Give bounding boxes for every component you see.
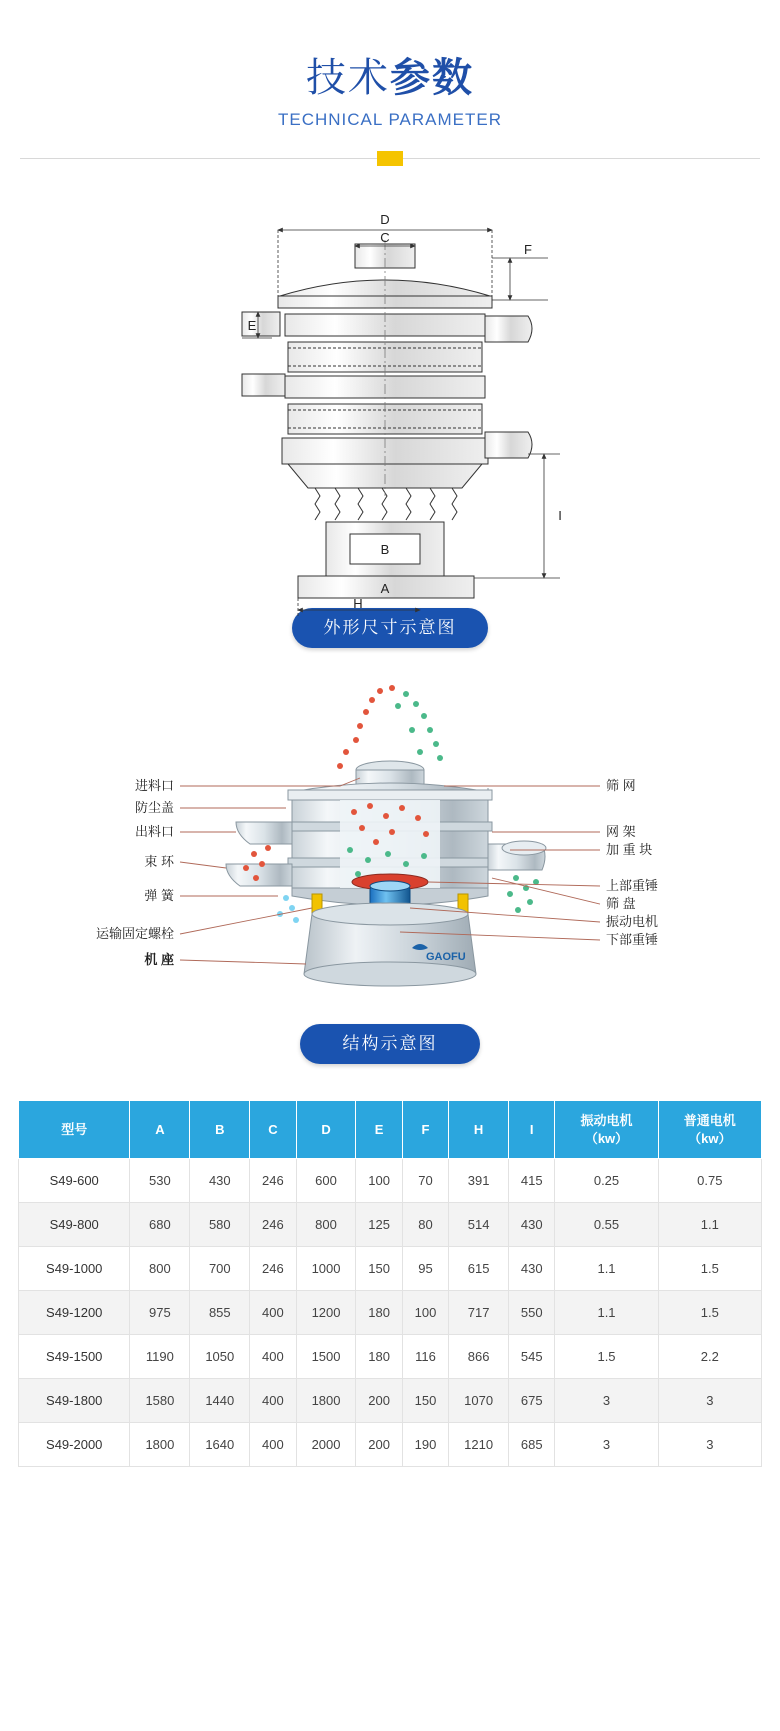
- cell-standard-motor: 3: [658, 1379, 761, 1423]
- cell-d: 1800: [296, 1379, 356, 1423]
- col-header-a: A: [130, 1101, 190, 1159]
- cell-standard-motor: 0.75: [658, 1159, 761, 1203]
- dimension-drawing-svg: [130, 196, 650, 611]
- col-header-b: B: [190, 1101, 250, 1159]
- cell-model: S49-2000: [19, 1423, 130, 1467]
- discharge-particles-right: [507, 875, 539, 913]
- table-row: [19, 1379, 762, 1423]
- page-title-part1: 技术: [306, 56, 390, 100]
- header-divider: [0, 148, 780, 170]
- table-row: [19, 1335, 762, 1379]
- cell-h: 866: [449, 1335, 509, 1379]
- cell-b: 700: [190, 1247, 250, 1291]
- dimension-label-H: H: [353, 596, 363, 611]
- cell-model: S49-800: [19, 1203, 130, 1247]
- cell-model: S49-1800: [19, 1379, 130, 1423]
- structure-label-left-4: 弹 簧: [144, 888, 174, 903]
- col-header-vibration-motor: [555, 1101, 658, 1159]
- cell-h: 514: [449, 1203, 509, 1247]
- dimension-label-B: B: [380, 542, 390, 557]
- cell-standard-motor: 2.2: [658, 1335, 761, 1379]
- cell-f: 80: [402, 1203, 448, 1247]
- cell-vibration-motor: 0.25: [555, 1159, 658, 1203]
- cell-vibration-motor: 1.5: [555, 1335, 658, 1379]
- cell-e: 200: [356, 1379, 402, 1423]
- col-header-c: C: [250, 1101, 296, 1159]
- col-header-model: 型号: [19, 1101, 130, 1159]
- spring-particles: [277, 895, 299, 923]
- cell-d: 1200: [296, 1291, 356, 1335]
- dimension-label-C: C: [380, 230, 390, 245]
- logo-text: GAOFU: [426, 951, 466, 963]
- cell-f: 150: [402, 1379, 448, 1423]
- structure-label-left-1: 防尘盖: [134, 800, 174, 815]
- cell-i: 550: [509, 1291, 555, 1335]
- cell-vibration-motor: 0.55: [555, 1203, 658, 1247]
- cell-a: 1580: [130, 1379, 190, 1423]
- structure-label-left-0: 进料口: [134, 778, 174, 793]
- col-header-d: D: [296, 1101, 356, 1159]
- cell-c: 400: [250, 1335, 296, 1379]
- cell-b: 1640: [190, 1423, 250, 1467]
- cell-vibration-motor: 3: [555, 1423, 658, 1467]
- cell-b: 855: [190, 1291, 250, 1335]
- col-header-standard-motor: [658, 1101, 761, 1159]
- structure-label-right-3: 上部重锤: [606, 878, 659, 893]
- spec-table-head: [19, 1101, 762, 1159]
- col-header-i: I: [509, 1101, 555, 1159]
- table-row: [19, 1291, 762, 1335]
- col-header-e: E: [356, 1101, 402, 1159]
- cell-model: S49-1500: [19, 1335, 130, 1379]
- cell-e: 125: [356, 1203, 402, 1247]
- cell-h: 1210: [449, 1423, 509, 1467]
- cell-a: 975: [130, 1291, 190, 1335]
- page-subtitle: TECHNICAL PARAMETER: [278, 110, 502, 129]
- cell-a: 800: [130, 1247, 190, 1291]
- cell-standard-motor: 3: [658, 1423, 761, 1467]
- cell-h: 717: [449, 1291, 509, 1335]
- cell-a: 1190: [130, 1335, 190, 1379]
- cell-d: 2000: [296, 1423, 356, 1467]
- cell-b: 1050: [190, 1335, 250, 1379]
- cell-e: 180: [356, 1335, 402, 1379]
- cell-e: 100: [356, 1159, 402, 1203]
- cell-c: 400: [250, 1291, 296, 1335]
- cell-h: 615: [449, 1247, 509, 1291]
- cell-b: 580: [190, 1203, 250, 1247]
- cell-model: S49-1000: [19, 1247, 130, 1291]
- cell-e: 200: [356, 1423, 402, 1467]
- cell-d: 1000: [296, 1247, 356, 1291]
- cell-standard-motor: 1.5: [658, 1247, 761, 1291]
- cell-e: 180: [356, 1291, 402, 1335]
- cell-vibration-motor: 3: [555, 1379, 658, 1423]
- cell-f: 95: [402, 1247, 448, 1291]
- divider-accent-square: [377, 151, 403, 166]
- table-row: [19, 1203, 762, 1247]
- dimension-label-E: E: [247, 318, 257, 333]
- cell-c: 400: [250, 1379, 296, 1423]
- structure-label-right-1: 网 架: [606, 824, 636, 839]
- structure-label-right-6: 下部重锤: [606, 932, 659, 947]
- dimension-label-F: F: [524, 242, 532, 257]
- cell-d: 600: [296, 1159, 356, 1203]
- spec-table-body: [19, 1159, 762, 1467]
- figure2-caption: 结构示意图: [300, 1024, 480, 1064]
- cell-a: 1800: [130, 1423, 190, 1467]
- dimension-drawing: [0, 196, 780, 611]
- structure-label-left-3: 束 环: [144, 854, 174, 869]
- material-particles-top: [337, 685, 443, 769]
- cell-d: 800: [296, 1203, 356, 1247]
- cell-i: 675: [509, 1379, 555, 1423]
- structure-label-right-5: 振动电机: [606, 914, 659, 929]
- figure1-caption: 外形尺寸示意图: [292, 608, 488, 648]
- spec-table-wrapper: [18, 1100, 762, 1467]
- structure-label-left-5: 运输固定螺栓: [95, 926, 174, 941]
- cell-i: 430: [509, 1203, 555, 1247]
- cell-i: 545: [509, 1335, 555, 1379]
- cell-e: 150: [356, 1247, 402, 1291]
- cell-f: 100: [402, 1291, 448, 1335]
- cell-i: 415: [509, 1159, 555, 1203]
- col-header-h: H: [449, 1101, 509, 1159]
- cell-b: 430: [190, 1159, 250, 1203]
- table-row: [19, 1247, 762, 1291]
- col-header-vibration-motor-line1: 振动电机: [580, 1112, 633, 1128]
- cell-f: 70: [402, 1159, 448, 1203]
- structure-label-right-4: 筛 盘: [606, 896, 636, 911]
- cell-d: 1500: [296, 1335, 356, 1379]
- table-row: [19, 1423, 762, 1467]
- page-title-part2: 参数: [390, 56, 474, 100]
- col-header-f: F: [402, 1101, 448, 1159]
- table-header-row: [19, 1101, 762, 1159]
- structure-label-left-6: 机 座: [144, 952, 174, 967]
- structure-label-right-0: 筛 网: [606, 778, 636, 793]
- cell-vibration-motor: 1.1: [555, 1247, 658, 1291]
- cell-h: 1070: [449, 1379, 509, 1423]
- cell-c: 246: [250, 1159, 296, 1203]
- table-row: [19, 1159, 762, 1203]
- col-header-vibration-motor-line2: （kw）: [584, 1130, 629, 1146]
- dimension-label-A: A: [380, 581, 390, 596]
- cell-i: 430: [509, 1247, 555, 1291]
- structure-label-right-2: 加 重 块: [606, 842, 653, 857]
- page-header: [0, 0, 780, 170]
- spec-table: [18, 1100, 762, 1467]
- dimension-label-D: D: [380, 212, 390, 227]
- cell-model: S49-600: [19, 1159, 130, 1203]
- cell-c: 400: [250, 1423, 296, 1467]
- cell-h: 391: [449, 1159, 509, 1203]
- cell-c: 246: [250, 1247, 296, 1291]
- cell-f: 190: [402, 1423, 448, 1467]
- cell-standard-motor: 1.5: [658, 1291, 761, 1335]
- col-header-standard-motor-line2: （kw）: [688, 1130, 732, 1146]
- cell-model: S49-1200: [19, 1291, 130, 1335]
- dimension-label-I: I: [558, 508, 562, 523]
- page-title: [0, 56, 780, 100]
- cell-c: 246: [250, 1203, 296, 1247]
- cell-standard-motor: 1.1: [658, 1203, 761, 1247]
- cell-b: 1440: [190, 1379, 250, 1423]
- cell-vibration-motor: 1.1: [555, 1291, 658, 1335]
- cell-a: 530: [130, 1159, 190, 1203]
- col-header-standard-motor-line1: 普通电机: [683, 1112, 736, 1128]
- structure-diagram-svg: [40, 682, 740, 1012]
- cell-f: 116: [402, 1335, 448, 1379]
- cell-a: 680: [130, 1203, 190, 1247]
- structure-label-left-2: 出料口: [134, 824, 174, 839]
- cell-i: 685: [509, 1423, 555, 1467]
- structure-diagram: [0, 682, 780, 1012]
